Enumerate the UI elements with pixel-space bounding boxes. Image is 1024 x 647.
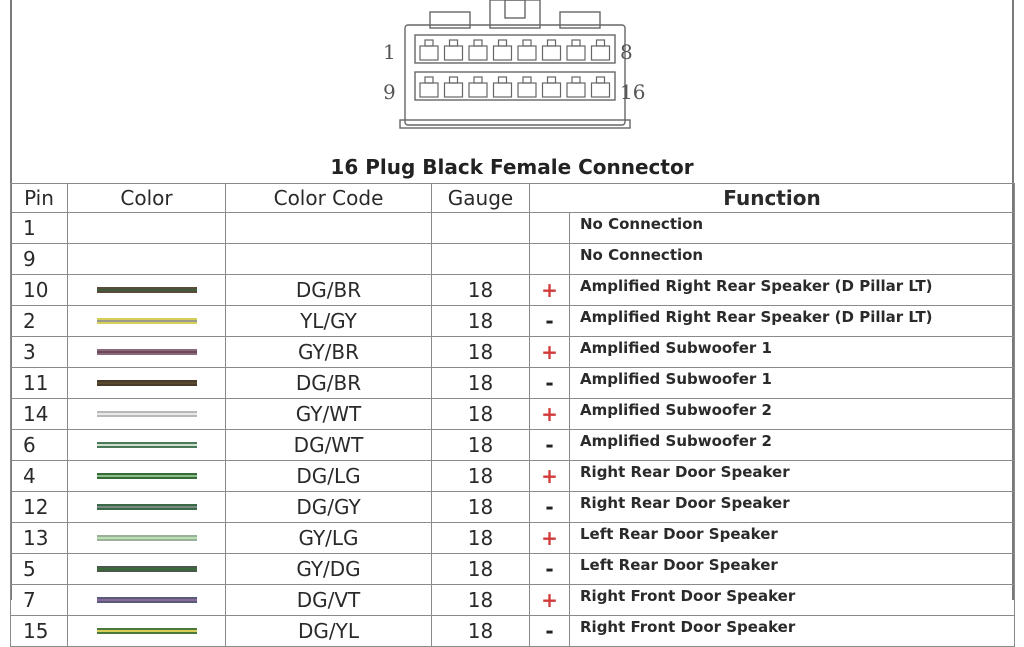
pin-label-16: 16 bbox=[620, 80, 646, 104]
wire-color-swatch bbox=[68, 492, 226, 523]
polarity-sign: + bbox=[530, 523, 570, 554]
table-row bbox=[11, 523, 1015, 554]
pin-number: 6 bbox=[11, 430, 68, 461]
header-gauge: Gauge bbox=[432, 184, 530, 213]
pin-function: Amplified Subwoofer 2 bbox=[570, 399, 1015, 430]
color-code: YL/GY bbox=[226, 306, 432, 337]
connector-pin-cavity bbox=[567, 83, 585, 97]
header-color-code: Color Code bbox=[226, 184, 432, 213]
color-code: DG/BR bbox=[226, 275, 432, 306]
wire-icon bbox=[97, 377, 197, 389]
pin-function: No Connection bbox=[570, 244, 1015, 275]
connector-pin-cavity bbox=[592, 46, 610, 60]
connector-pin-cavity bbox=[420, 83, 438, 97]
color-code: DG/WT bbox=[226, 430, 432, 461]
table-row bbox=[11, 492, 1015, 523]
connector-pin-cavity bbox=[469, 46, 487, 60]
wire-gauge: 18 bbox=[432, 616, 530, 647]
wire-icon bbox=[97, 563, 197, 575]
pin-function: Amplified Subwoofer 1 bbox=[570, 337, 1015, 368]
pin-function: Right Front Door Speaker bbox=[570, 585, 1015, 616]
connector-pin-cavity bbox=[445, 83, 463, 97]
pin-number: 11 bbox=[11, 368, 68, 399]
pin-number: 12 bbox=[11, 492, 68, 523]
pin-function: Left Rear Door Speaker bbox=[570, 554, 1015, 585]
pin-function: Amplified Right Rear Speaker (D Pillar LT) bbox=[570, 306, 1015, 337]
connector-pin-latch bbox=[572, 40, 580, 46]
wire-color-swatch bbox=[68, 213, 226, 244]
color-code: DG/GY bbox=[226, 492, 432, 523]
wire-gauge: 18 bbox=[432, 275, 530, 306]
table-row bbox=[11, 554, 1015, 585]
connector-pin-latch bbox=[474, 40, 482, 46]
pin-number: 15 bbox=[11, 616, 68, 647]
polarity-sign: + bbox=[530, 275, 570, 306]
pin-label-1: 1 bbox=[383, 40, 396, 64]
table-row bbox=[11, 585, 1015, 616]
connector-pin-latch bbox=[499, 77, 507, 83]
color-code: DG/LG bbox=[226, 461, 432, 492]
color-code: GY/LG bbox=[226, 523, 432, 554]
wire-gauge: 18 bbox=[432, 461, 530, 492]
header-pin: Pin bbox=[11, 184, 68, 213]
table-header-row bbox=[11, 184, 1015, 213]
wire-color-swatch bbox=[68, 523, 226, 554]
pin-function: Amplified Subwoofer 2 bbox=[570, 430, 1015, 461]
pin-function: Right Rear Door Speaker bbox=[570, 461, 1015, 492]
pin-number: 1 bbox=[11, 213, 68, 244]
wire-color-swatch bbox=[68, 616, 226, 647]
connector-pin-cavity bbox=[567, 46, 585, 60]
pin-number: 7 bbox=[11, 585, 68, 616]
wire-gauge: 18 bbox=[432, 523, 530, 554]
pin-function: Left Rear Door Speaker bbox=[570, 523, 1015, 554]
pin-number: 9 bbox=[11, 244, 68, 275]
connector-pin-latch bbox=[597, 40, 605, 46]
pin-number: 10 bbox=[11, 275, 68, 306]
pin-function: Right Rear Door Speaker bbox=[570, 492, 1015, 523]
header-color: Color bbox=[68, 184, 226, 213]
connector-pin-cavity bbox=[420, 46, 438, 60]
polarity-sign: + bbox=[530, 337, 570, 368]
pin-label-9: 9 bbox=[383, 80, 396, 104]
color-code: DG/BR bbox=[226, 368, 432, 399]
polarity-sign bbox=[530, 213, 570, 244]
table-row bbox=[11, 461, 1015, 492]
wire-color-swatch bbox=[68, 399, 226, 430]
connector-pin-latch bbox=[450, 77, 458, 83]
color-code bbox=[226, 244, 432, 275]
wire-gauge: 18 bbox=[432, 492, 530, 523]
wire-gauge: 18 bbox=[432, 368, 530, 399]
polarity-sign: + bbox=[530, 461, 570, 492]
connector-pin-latch bbox=[425, 40, 433, 46]
color-code: GY/DG bbox=[226, 554, 432, 585]
table-row bbox=[11, 399, 1015, 430]
pin-label-8: 8 bbox=[620, 40, 633, 64]
wire-gauge: 18 bbox=[432, 554, 530, 585]
wire-gauge bbox=[432, 244, 530, 275]
wire-gauge: 18 bbox=[432, 585, 530, 616]
pin-function: Amplified Subwoofer 1 bbox=[570, 368, 1015, 399]
pin-number: 14 bbox=[11, 399, 68, 430]
color-code: DG/VT bbox=[226, 585, 432, 616]
polarity-sign: - bbox=[530, 616, 570, 647]
connector-pin-cavity bbox=[445, 46, 463, 60]
wire-icon bbox=[97, 532, 197, 544]
color-code: DG/YL bbox=[226, 616, 432, 647]
table-row bbox=[11, 244, 1015, 275]
connector-pin-latch bbox=[450, 40, 458, 46]
table-row bbox=[11, 337, 1015, 368]
connector-pin-cavity bbox=[518, 46, 536, 60]
connector-pin-cavity bbox=[543, 46, 561, 60]
wire-color-swatch bbox=[68, 585, 226, 616]
pin-function: No Connection bbox=[570, 213, 1015, 244]
wire-icon bbox=[97, 346, 197, 358]
polarity-sign: - bbox=[530, 554, 570, 585]
pin-number: 5 bbox=[11, 554, 68, 585]
table-row bbox=[11, 368, 1015, 399]
connector-pin-latch bbox=[523, 40, 531, 46]
wire-icon bbox=[97, 594, 197, 606]
wire-color-swatch bbox=[68, 306, 226, 337]
pin-number: 4 bbox=[11, 461, 68, 492]
wire-color-swatch bbox=[68, 430, 226, 461]
wire-color-swatch bbox=[68, 368, 226, 399]
connector-pin-latch bbox=[597, 77, 605, 83]
wire-gauge: 18 bbox=[432, 430, 530, 461]
wire-color-swatch bbox=[68, 244, 226, 275]
polarity-sign: - bbox=[530, 306, 570, 337]
wire-gauge: 18 bbox=[432, 306, 530, 337]
wire-gauge: 18 bbox=[432, 399, 530, 430]
connector-pin-cavity bbox=[543, 83, 561, 97]
wire-color-swatch bbox=[68, 337, 226, 368]
connector-pin-latch bbox=[548, 77, 556, 83]
wire-color-swatch bbox=[68, 461, 226, 492]
table-row bbox=[11, 275, 1015, 306]
color-code bbox=[226, 213, 432, 244]
wire-icon bbox=[97, 284, 197, 296]
connector-pin-latch bbox=[523, 77, 531, 83]
polarity-sign: - bbox=[530, 368, 570, 399]
pin-function: Right Front Door Speaker bbox=[570, 616, 1015, 647]
connector-pin-cavity bbox=[592, 83, 610, 97]
wire-color-swatch bbox=[68, 554, 226, 585]
connector-pin-cavity bbox=[518, 83, 536, 97]
wire-icon bbox=[97, 315, 197, 327]
pinout-table bbox=[10, 183, 1015, 647]
polarity-sign: + bbox=[530, 585, 570, 616]
polarity-sign bbox=[530, 244, 570, 275]
color-code: GY/BR bbox=[226, 337, 432, 368]
pin-number: 2 bbox=[11, 306, 68, 337]
connector-illustration bbox=[370, 0, 660, 135]
wire-icon bbox=[97, 439, 197, 451]
pin-function: Amplified Right Rear Speaker (D Pillar LT) bbox=[570, 275, 1015, 306]
pin-number: 13 bbox=[11, 523, 68, 554]
wire-gauge bbox=[432, 213, 530, 244]
table-row bbox=[11, 616, 1015, 647]
connector-title: 16 Plug Black Female Connector bbox=[330, 155, 694, 179]
wire-gauge: 18 bbox=[432, 337, 530, 368]
connector-pin-latch bbox=[425, 77, 433, 83]
wire-icon bbox=[97, 470, 197, 482]
table-row bbox=[11, 430, 1015, 461]
pin-number: 3 bbox=[11, 337, 68, 368]
connector-pin-latch bbox=[548, 40, 556, 46]
connector-pin-latch bbox=[499, 40, 507, 46]
wire-icon bbox=[97, 625, 197, 637]
color-code: GY/WT bbox=[226, 399, 432, 430]
connector-pin-cavity bbox=[494, 83, 512, 97]
polarity-sign: - bbox=[530, 492, 570, 523]
polarity-sign: - bbox=[530, 430, 570, 461]
table-row bbox=[11, 306, 1015, 337]
polarity-sign: + bbox=[530, 399, 570, 430]
connector-pin-latch bbox=[572, 77, 580, 83]
header-function: Function bbox=[530, 184, 1015, 213]
connector-pin-latch bbox=[474, 77, 482, 83]
connector-pin-cavity bbox=[494, 46, 512, 60]
wire-icon bbox=[97, 408, 197, 420]
wire-color-swatch bbox=[68, 275, 226, 306]
table-row bbox=[11, 213, 1015, 244]
connector-pin-cavity bbox=[469, 83, 487, 97]
wire-icon bbox=[97, 501, 197, 513]
